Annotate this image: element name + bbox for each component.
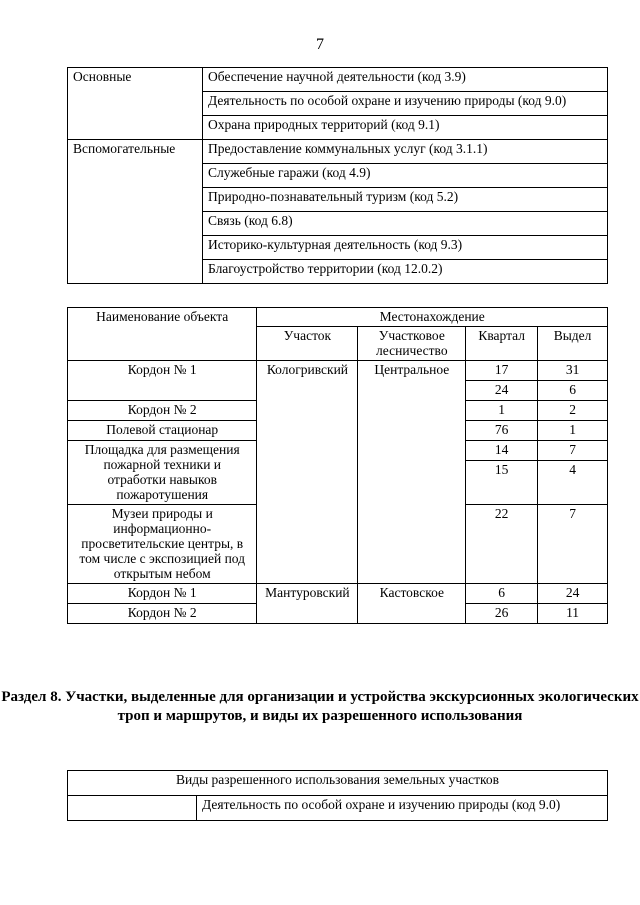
object-name: Кордон № 2 — [68, 604, 257, 624]
header-location: Местонахождение — [257, 308, 608, 327]
plot-cell: 31 — [538, 361, 608, 381]
quarter-cell: 6 — [466, 584, 538, 604]
plot-cell: 1 — [538, 421, 608, 441]
category-cell: Основные — [68, 68, 203, 140]
header-name: Наименование объекта — [68, 308, 257, 361]
quarter-cell: 17 — [466, 361, 538, 381]
quarter-cell: 15 — [466, 461, 538, 505]
use-item: Историко-культурная деятельность (код 9.3) — [203, 236, 608, 260]
use-item: Охрана природных территорий (код 9.1) — [203, 116, 608, 140]
use-item: Природно-познавательный туризм (код 5.2) — [203, 188, 608, 212]
header-forestry: Участковое лесничество — [358, 327, 466, 361]
plot-cell: 2 — [538, 401, 608, 421]
plot-cell: 7 — [538, 441, 608, 461]
quarter-cell: 1 — [466, 401, 538, 421]
plot-cell: 11 — [538, 604, 608, 624]
use-item: Предоставление коммунальных услуг (код 3.1.1) — [203, 140, 608, 164]
plot-cell: 7 — [538, 505, 608, 584]
object-name: Полевой стационар — [68, 421, 257, 441]
table-header-row — [68, 308, 608, 327]
use-item: Обеспечение научной деятельности (код 3.9) — [203, 68, 608, 92]
empty-cell — [68, 796, 197, 821]
quarter-cell: 24 — [466, 381, 538, 401]
page-number: 7 — [316, 36, 324, 53]
quarter-cell: 76 — [466, 421, 538, 441]
forestry-cell: Центральное — [358, 361, 466, 584]
header-section: Участок — [257, 327, 358, 361]
table-row — [68, 68, 608, 92]
use-item: Деятельность по особой охране и изучению природы (код 9.0) — [203, 92, 608, 116]
object-name: Кордон № 1 — [68, 361, 257, 401]
table-row — [68, 796, 608, 821]
section-8-title: Раздел 8. Участки, выделенные для организации и устройства экскурсионных экологических троп и маршрутов, и виды их разрешенного использования — [1, 689, 639, 724]
quarter-cell: 22 — [466, 505, 538, 584]
use-item: Благоустройство территории (код 12.0.2) — [203, 260, 608, 284]
header-quarter: Квартал — [466, 327, 538, 361]
section-cell: Мантуровский — [257, 584, 358, 624]
plot-cell: 4 — [538, 461, 608, 505]
section-cell: Кологривский — [257, 361, 358, 584]
category-cell: Вспомогательные — [68, 140, 203, 284]
objects-location-table — [67, 307, 608, 624]
forestry-cell: Кастовское — [358, 584, 466, 624]
table-row — [68, 361, 608, 381]
land-use-table — [67, 67, 608, 284]
table-header-row — [68, 771, 608, 796]
plot-cell: 24 — [538, 584, 608, 604]
object-name: Кордон № 1 — [68, 584, 257, 604]
table-row — [68, 584, 608, 604]
allowed-use-table — [67, 770, 608, 821]
plot-cell: 6 — [538, 381, 608, 401]
header-plot: Выдел — [538, 327, 608, 361]
allowed-use-header: Виды разрешенного использования земельных участков — [68, 771, 608, 796]
object-name: Площадка для размещения пожарной техники и отработки навыков пожаротушения — [68, 441, 257, 505]
quarter-cell: 26 — [466, 604, 538, 624]
use-item: Служебные гаражи (код 4.9) — [203, 164, 608, 188]
object-name: Кордон № 2 — [68, 401, 257, 421]
object-name: Музеи природы и информационно-просветительские центры, в том числе с экспозицией под открытым небом — [68, 505, 257, 584]
quarter-cell: 14 — [466, 441, 538, 461]
use-item: Деятельность по особой охране и изучению природы (код 9.0) — [197, 796, 608, 821]
use-item: Связь (код 6.8) — [203, 212, 608, 236]
table-row — [68, 140, 608, 164]
